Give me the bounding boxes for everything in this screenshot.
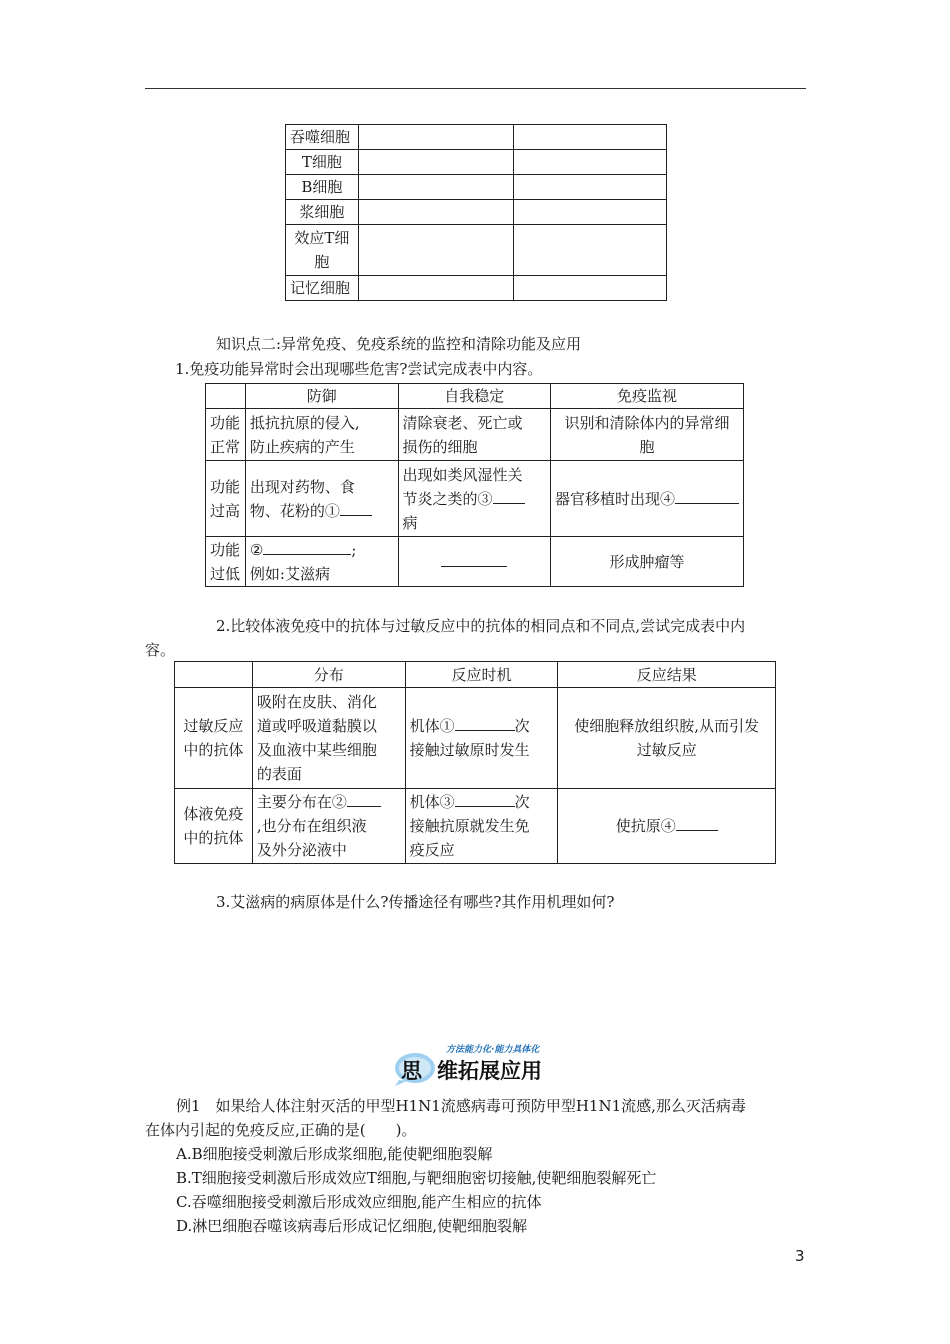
table-cell: 清除衰老、死亡或 损伤的细胞: [398, 409, 550, 461]
answer-cell[interactable]: [514, 200, 667, 225]
example-stem-line2: 在体内引起的免疫反应,正确的是( )。: [145, 1121, 417, 1139]
row-label: 吞噬细胞: [286, 125, 359, 150]
column-header: 防御: [245, 384, 398, 409]
answer-cell[interactable]: [514, 125, 667, 150]
answer-cell[interactable]: [358, 125, 514, 150]
knowledge-point-heading: 知识点二:异常免疫、免疫系统的监控和清除功能及应用: [216, 335, 582, 353]
table-cell: 形成肿瘤等: [550, 537, 743, 587]
answer-cell[interactable]: [514, 150, 667, 175]
question-2-line2: 容。: [145, 641, 176, 659]
blank-3[interactable]: [493, 489, 525, 504]
answer-cell[interactable]: [358, 200, 514, 225]
option-a[interactable]: A.B细胞接受刺激后形成浆细胞,能使靶细胞裂解: [176, 1145, 493, 1163]
immune-abnormality-table: [205, 383, 744, 587]
table-row: [286, 175, 667, 200]
example-stem-line1: 例1 如果给人体注射灭活的甲型H1N1流感病毒可预防甲型H1N1流感,那么灭活病毒: [176, 1097, 746, 1115]
blank-1[interactable]: [455, 716, 515, 731]
answer-cell[interactable]: [358, 150, 514, 175]
table-row: [175, 688, 776, 789]
table-cell: 出现对药物、食 物、花粉的①: [245, 461, 398, 537]
blank-stable-low[interactable]: [441, 552, 507, 567]
row-label: 功能 过高: [206, 461, 246, 537]
table-row: [206, 461, 744, 537]
table-cell: 器官移植时出现④: [550, 461, 743, 537]
header-rule: [145, 88, 806, 89]
banner-subtitle: 方法能力化·能力具体化: [446, 1045, 540, 1055]
answer-cell[interactable]: [514, 276, 667, 301]
answer-cell[interactable]: [514, 175, 667, 200]
answer-cell[interactable]: [358, 225, 514, 276]
table-header-row: [206, 384, 744, 409]
table-row: [206, 409, 744, 461]
table-row: [286, 200, 667, 225]
blank-3[interactable]: [455, 792, 515, 807]
question-1: 1.免疫功能异常时会出现哪些危害?尝试完成表中内容。: [175, 360, 543, 378]
banner-title: 维拓展应用: [437, 1059, 542, 1083]
blank-4[interactable]: [676, 816, 718, 831]
row-label: 功能 正常: [206, 409, 246, 461]
table-cell: 使细胞释放组织胺,从而引发 过敏反应: [558, 688, 776, 789]
table-cell: 机体③ 次 接触抗原就发生免 疫反应: [405, 789, 558, 864]
banner-char: 思: [401, 1059, 422, 1083]
row-label: 体液免疫 中的抗体: [175, 789, 253, 864]
cell-function-table: [285, 124, 667, 301]
table-row: [286, 125, 667, 150]
column-header: 反应时机: [405, 662, 558, 688]
table-cell: 使抗原④: [558, 789, 776, 864]
table-cell: [398, 537, 550, 587]
section-banner: [393, 1040, 563, 1086]
blank-1[interactable]: [340, 501, 372, 516]
table-row: [286, 276, 667, 301]
column-header: 反应结果: [558, 662, 776, 688]
antibody-comparison-table: [174, 661, 776, 864]
table-cell: 主要分布在② ,也分布在组织液 及外分泌液中: [252, 789, 405, 864]
answer-cell[interactable]: [514, 225, 667, 276]
table-cell: 吸附在皮肤、消化 道或呼吸道黏膜以 及血液中某些细胞 的表面: [252, 688, 405, 789]
page-number: 3: [795, 1247, 805, 1265]
table-row: [175, 789, 776, 864]
row-label: 功能 过低: [206, 537, 246, 587]
row-label: 效应T细 胞: [286, 225, 359, 276]
table-row: [286, 150, 667, 175]
blank-2[interactable]: [347, 792, 381, 807]
table-cell: 抵抗抗原的侵入, 防止疾病的产生: [245, 409, 398, 461]
question-2-line1: 2.比较体液免疫中的抗体与过敏反应中的抗体的相同点和不同点,尝试完成表中内: [216, 617, 746, 635]
table-cell: ② ; 例如:艾滋病: [245, 537, 398, 587]
column-header: 分布: [252, 662, 405, 688]
blank-4[interactable]: [675, 489, 739, 504]
answer-cell[interactable]: [358, 276, 514, 301]
table-cell: 识别和清除体内的异常细 胞: [550, 409, 743, 461]
answer-cell[interactable]: [358, 175, 514, 200]
table-cell: 机体① 次 接触过敏原时发生: [405, 688, 558, 789]
row-label: 过敏反应 中的抗体: [175, 688, 253, 789]
row-label: T细胞: [286, 150, 359, 175]
column-header: 自我稳定: [398, 384, 550, 409]
row-label: 记忆细胞: [286, 276, 359, 301]
table-header-row: [175, 662, 776, 688]
option-b[interactable]: B.T细胞接受刺激后形成效应T细胞,与靶细胞密切接触,使靶细胞裂解死亡: [176, 1169, 657, 1187]
option-c[interactable]: C.吞噬细胞接受刺激后形成效应细胞,能产生相应的抗体: [176, 1193, 542, 1211]
table-row: [206, 537, 744, 587]
column-header: 免疫监视: [550, 384, 743, 409]
question-3: 3.艾滋病的病原体是什么?传播途径有哪些?其作用机理如何?: [216, 893, 615, 911]
table-cell: 出现如类风湿性关 节炎之类的③ 病: [398, 461, 550, 537]
table-row: [286, 225, 667, 276]
blank-2[interactable]: [263, 540, 351, 555]
row-label: 浆细胞: [286, 200, 359, 225]
option-d[interactable]: D.淋巴细胞吞噬该病毒后形成记忆细胞,使靶细胞裂解: [176, 1217, 528, 1235]
row-label: B细胞: [286, 175, 359, 200]
